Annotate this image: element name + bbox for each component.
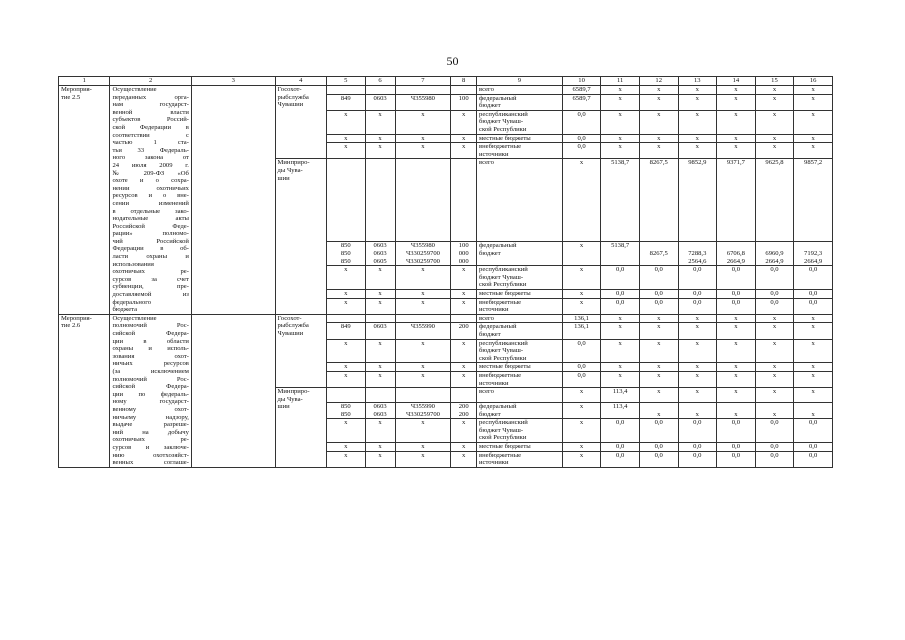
- code-section: х: [365, 363, 395, 372]
- funding-source: внебюджетные источники: [477, 371, 563, 387]
- value-cell: х: [717, 94, 756, 110]
- value-cell: х: [755, 86, 794, 95]
- value-cell: х: [601, 94, 640, 110]
- code-grbs: 850 850 850: [326, 242, 365, 266]
- value-cell: 0,0: [717, 419, 756, 443]
- value-cell: 7192,3 2664,9: [794, 242, 833, 266]
- header-cell: 14: [717, 77, 756, 86]
- header-cell: 12: [639, 77, 678, 86]
- code-section: 0603 0603 0605: [365, 242, 395, 266]
- value-cell: 0,0: [755, 290, 794, 299]
- header-cell: 16: [794, 77, 833, 86]
- code-target: Ч355980: [395, 94, 451, 110]
- code-type: х: [451, 339, 477, 363]
- value-cell: 0,0: [717, 451, 756, 467]
- event-name: Мероприя- тие 2.6: [59, 314, 110, 467]
- executor-cell: Минприро- ды Чува- шии: [275, 159, 326, 314]
- value-cell: х: [794, 143, 833, 159]
- code-type: х: [451, 419, 477, 443]
- code-target: х: [395, 451, 451, 467]
- value-cell: 0,0: [794, 419, 833, 443]
- value-cell: 0,0: [601, 451, 640, 467]
- value-cell: 0,0: [717, 266, 756, 290]
- header-cell: 13: [678, 77, 717, 86]
- funding-source: федеральный бюджет: [477, 323, 563, 339]
- value-cell: х: [794, 314, 833, 323]
- code-target: х: [395, 110, 451, 134]
- funding-source: республиканский бюджет Чуваш- ской Республики: [477, 339, 563, 363]
- value-cell: х: [794, 402, 833, 418]
- value-cell: х: [639, 402, 678, 418]
- funding-source: внебюджетные источники: [477, 451, 563, 467]
- header-cell: 4: [275, 77, 326, 86]
- funding-source: всего: [477, 314, 563, 323]
- value-cell: 0,0: [639, 290, 678, 299]
- value-cell: 0,0: [794, 266, 833, 290]
- code-type: х: [451, 110, 477, 134]
- code-type: х: [451, 290, 477, 299]
- funding-source: местные бюджеты: [477, 134, 563, 143]
- value-cell: 7288,3 2564,6: [678, 242, 717, 266]
- executor-cell: Госохот- рыбслужба Чувашии: [275, 86, 326, 159]
- value-cell: х: [562, 442, 601, 451]
- code-target: х: [395, 363, 451, 372]
- value-cell: 9371,7: [717, 159, 756, 242]
- funding-source: всего: [477, 86, 563, 95]
- code-type: [451, 86, 477, 95]
- value-cell: х: [639, 371, 678, 387]
- value-cell: х: [601, 314, 640, 323]
- code-grbs: х: [326, 419, 365, 443]
- value-cell: 8267,5: [639, 159, 678, 242]
- code-target: [395, 314, 451, 323]
- value-cell: х: [562, 242, 601, 266]
- value-cell: х: [562, 388, 601, 403]
- value-cell: х: [755, 388, 794, 403]
- funding-source: федеральный бюджет: [477, 242, 563, 266]
- code-grbs: [326, 314, 365, 323]
- value-cell: х: [678, 339, 717, 363]
- value-cell: х: [639, 339, 678, 363]
- code-type: х: [451, 363, 477, 372]
- funding-source: республиканский бюджет Чуваш- ской Республики: [477, 266, 563, 290]
- value-cell: 0,0: [755, 451, 794, 467]
- value-cell: 9852,9: [678, 159, 717, 242]
- code-type: х: [451, 143, 477, 159]
- value-cell: х: [601, 110, 640, 134]
- value-cell: х: [717, 143, 756, 159]
- code-section: 0603 0603: [365, 402, 395, 418]
- value-cell: 0,0: [562, 363, 601, 372]
- code-type: 200: [451, 323, 477, 339]
- code-grbs: х: [326, 451, 365, 467]
- value-cell: х: [794, 134, 833, 143]
- funding-source: федеральный бюджет: [477, 94, 563, 110]
- code-grbs: х: [326, 442, 365, 451]
- funding-source: всего: [477, 159, 563, 242]
- funding-source: всего: [477, 388, 563, 403]
- code-type: [451, 388, 477, 403]
- code-target: х: [395, 371, 451, 387]
- code-target: [395, 388, 451, 403]
- value-cell: х: [717, 134, 756, 143]
- code-grbs: х: [326, 339, 365, 363]
- value-cell: 0,0: [678, 451, 717, 467]
- value-cell: 0,0: [639, 266, 678, 290]
- value-cell: 0,0: [562, 339, 601, 363]
- header-cell: 7: [395, 77, 451, 86]
- header-cell: 8: [451, 77, 477, 86]
- value-cell: х: [717, 86, 756, 95]
- value-cell: х: [678, 402, 717, 418]
- code-grbs: 849: [326, 323, 365, 339]
- value-cell: х: [678, 388, 717, 403]
- value-cell: х: [639, 110, 678, 134]
- value-cell: 0,0: [562, 134, 601, 143]
- code-grbs: [326, 159, 365, 242]
- value-cell: х: [678, 363, 717, 372]
- value-cell: 0,0: [601, 266, 640, 290]
- code-target: [395, 86, 451, 95]
- value-cell: х: [562, 451, 601, 467]
- code-section: [365, 159, 395, 242]
- code-target: Ч355980 Ч330259700 Ч330259700: [395, 242, 451, 266]
- value-cell: х: [601, 371, 640, 387]
- value-cell: 0,0: [639, 298, 678, 314]
- code-type: х: [451, 134, 477, 143]
- code-type: [451, 314, 477, 323]
- code-section: 0603: [365, 323, 395, 339]
- value-cell: 0,0: [562, 371, 601, 387]
- table-body: [59, 86, 833, 468]
- value-cell: х: [639, 143, 678, 159]
- value-cell: х: [755, 402, 794, 418]
- page-number: 50: [446, 54, 459, 68]
- header-cell: 11: [601, 77, 640, 86]
- value-cell: 0,0: [717, 442, 756, 451]
- value-cell: 6706,8 2664,9: [717, 242, 756, 266]
- value-cell: х: [755, 371, 794, 387]
- value-cell: х: [601, 363, 640, 372]
- value-cell: х: [755, 363, 794, 372]
- value-cell: х: [601, 143, 640, 159]
- value-cell: 0,0: [717, 290, 756, 299]
- executor-cell: Госохот- рыбслужба Чувашии: [275, 314, 326, 387]
- code-section: х: [365, 110, 395, 134]
- value-cell: х: [678, 323, 717, 339]
- header-cell: 1: [59, 77, 110, 86]
- code-section: х: [365, 290, 395, 299]
- value-cell: х: [755, 339, 794, 363]
- value-cell: х: [562, 298, 601, 314]
- code-grbs: х: [326, 371, 365, 387]
- value-cell: 9857,2: [794, 159, 833, 242]
- value-cell: 136,1: [562, 323, 601, 339]
- code-grbs: х: [326, 298, 365, 314]
- value-cell: 0,0: [639, 451, 678, 467]
- value-cell: 5138,7: [601, 159, 640, 242]
- code-type: х: [451, 451, 477, 467]
- value-cell: х: [717, 363, 756, 372]
- value-cell: х: [794, 339, 833, 363]
- value-cell: х: [678, 134, 717, 143]
- value-cell: х: [794, 86, 833, 95]
- value-cell: х: [678, 143, 717, 159]
- value-cell: 0,0: [678, 290, 717, 299]
- budget-table: [58, 76, 833, 468]
- value-cell: х: [717, 110, 756, 134]
- value-cell: 6589,7: [562, 94, 601, 110]
- value-cell: х: [794, 94, 833, 110]
- code-grbs: х: [326, 266, 365, 290]
- code-section: х: [365, 339, 395, 363]
- code-target: Ч355990: [395, 323, 451, 339]
- code-grbs: 850 850: [326, 402, 365, 418]
- value-cell: 0,0: [755, 442, 794, 451]
- code-grbs: х: [326, 110, 365, 134]
- value-cell: 0,0: [755, 266, 794, 290]
- value-cell: х: [755, 143, 794, 159]
- code-target: х: [395, 298, 451, 314]
- code-target: х: [395, 134, 451, 143]
- value-cell: 8267,5: [639, 242, 678, 266]
- value-cell: х: [601, 86, 640, 95]
- value-cell: х: [755, 94, 794, 110]
- value-cell: 6960,9 2664,9: [755, 242, 794, 266]
- value-cell: 0,0: [639, 442, 678, 451]
- value-cell: х: [755, 134, 794, 143]
- value-cell: х: [717, 314, 756, 323]
- value-cell: х: [794, 363, 833, 372]
- table-row: [59, 86, 833, 95]
- value-cell: 0,0: [794, 290, 833, 299]
- code-grbs: 849: [326, 94, 365, 110]
- funding-source: внебюджетные источники: [477, 298, 563, 314]
- code-section: х: [365, 266, 395, 290]
- value-cell: х: [562, 290, 601, 299]
- value-cell: х: [562, 419, 601, 443]
- value-cell: х: [639, 314, 678, 323]
- header-cell: 3: [191, 77, 275, 86]
- code-grbs: х: [326, 143, 365, 159]
- value-cell: 0,0: [639, 419, 678, 443]
- value-cell: 0,0: [678, 266, 717, 290]
- value-cell: х: [639, 323, 678, 339]
- code-target: [395, 159, 451, 242]
- code-section: [365, 388, 395, 403]
- value-cell: х: [562, 266, 601, 290]
- value-cell: 0,0: [601, 298, 640, 314]
- code-section: х: [365, 419, 395, 443]
- code-section: [365, 314, 395, 323]
- value-cell: х: [717, 339, 756, 363]
- value-cell: 0,0: [562, 110, 601, 134]
- value-cell: х: [717, 323, 756, 339]
- event-description: Осуществление переданных орга- нам государст- венной власти субъектов Россий- ской Федерации в соответствии с частью 1 ста- тьи 33 Федераль- ного закона от 24 июля 2009 г. № 209-ФЗ «Об охоте и о сохра- нении охотничьих ресурсов и о вне- сении изменений в отдельные зако- нодательные акты Российской Феде- рации» полномо- чий Российской Федерации в об- ласти охраны и использования охотничьих ре- сурсов за счет субвенции, пре- доставляемой из федерального бюджета: [110, 86, 191, 315]
- value-cell: х: [678, 86, 717, 95]
- code-grbs: х: [326, 363, 365, 372]
- value-cell: х: [678, 110, 717, 134]
- funding-source: местные бюджеты: [477, 290, 563, 299]
- value-cell: 0,0: [562, 143, 601, 159]
- code-type: 200 200: [451, 402, 477, 418]
- value-cell: х: [755, 314, 794, 323]
- table-header: [59, 77, 833, 86]
- value-cell: 113,4: [601, 402, 640, 418]
- header-cell: 10: [562, 77, 601, 86]
- value-cell: х: [794, 110, 833, 134]
- header-cell: 15: [755, 77, 794, 86]
- value-cell: х: [794, 323, 833, 339]
- header-row: [59, 77, 833, 86]
- funding-source: республиканский бюджет Чуваш- ской Республики: [477, 419, 563, 443]
- header-cell: 6: [365, 77, 395, 86]
- code-grbs: [326, 388, 365, 403]
- code-section: х: [365, 298, 395, 314]
- value-cell: х: [794, 388, 833, 403]
- header-cell: 2: [110, 77, 191, 86]
- code-target: х: [395, 339, 451, 363]
- code-type: х: [451, 266, 477, 290]
- code-section: х: [365, 451, 395, 467]
- value-cell: 0,0: [678, 442, 717, 451]
- value-cell: 136,1: [562, 314, 601, 323]
- funding-source: республиканский бюджет Чуваш- ской Республики: [477, 110, 563, 134]
- code-target: х: [395, 143, 451, 159]
- code-type: 100 000 000: [451, 242, 477, 266]
- value-cell: х: [755, 323, 794, 339]
- value-cell: 0,0: [755, 419, 794, 443]
- value-cell: 0,0: [794, 442, 833, 451]
- value-cell: 6589,7: [562, 86, 601, 95]
- value-cell: х: [601, 134, 640, 143]
- value-cell: х: [794, 371, 833, 387]
- value-cell: 0,0: [755, 298, 794, 314]
- code-type: [451, 159, 477, 242]
- code-type: х: [451, 298, 477, 314]
- code-grbs: х: [326, 290, 365, 299]
- code-target: х: [395, 442, 451, 451]
- value-cell: х: [601, 323, 640, 339]
- value-cell: х: [717, 371, 756, 387]
- value-cell: 0,0: [678, 298, 717, 314]
- funding-source: местные бюджеты: [477, 363, 563, 372]
- code-section: х: [365, 134, 395, 143]
- funding-source: федеральный бюджет: [477, 402, 563, 418]
- value-cell: 0,0: [678, 419, 717, 443]
- event-name: Мероприя- тие 2.5: [59, 86, 110, 315]
- value-cell: х: [639, 363, 678, 372]
- value-cell: х: [717, 402, 756, 418]
- code-type: 100: [451, 94, 477, 110]
- value-cell: 0,0: [601, 290, 640, 299]
- value-cell: 9625,8: [755, 159, 794, 242]
- funding-source: внебюджетные источники: [477, 143, 563, 159]
- value-cell: х: [562, 159, 601, 242]
- value-cell: х: [678, 371, 717, 387]
- value-cell: х: [639, 388, 678, 403]
- value-cell: х: [562, 402, 601, 418]
- value-cell: 0,0: [717, 298, 756, 314]
- code-section: 0603: [365, 94, 395, 110]
- code-grbs: х: [326, 134, 365, 143]
- code-target: х: [395, 290, 451, 299]
- value-cell: 0,0: [601, 419, 640, 443]
- code-section: х: [365, 143, 395, 159]
- event-description: Осуществление полномочий Рос- сийской Федера- ции в области охраны и исполь- зования охот- ничьих ресурсов (за исключением полномочий Рос- сийской Федера- ции по федераль- ному государст- венному охот- ничьему надзору, выдаче разреше- ний на добычу охотничьих ре- сурсов и заключе- нию охотхозяйст- венных соглаше-: [110, 314, 191, 467]
- value-cell: х: [755, 110, 794, 134]
- header-cell: 9: [477, 77, 563, 86]
- value-cell: 113,4: [601, 388, 640, 403]
- value-cell: 5138,7: [601, 242, 640, 266]
- code-target: х: [395, 266, 451, 290]
- funding-source: местные бюджеты: [477, 442, 563, 451]
- value-cell: х: [678, 314, 717, 323]
- value-cell: х: [639, 134, 678, 143]
- code-target: х: [395, 419, 451, 443]
- code-target: Ч355990 Ч330259700: [395, 402, 451, 418]
- value-cell: 0,0: [601, 442, 640, 451]
- value-cell: 0,0: [794, 298, 833, 314]
- value-cell: х: [601, 339, 640, 363]
- table-row: [59, 314, 833, 323]
- code-type: х: [451, 371, 477, 387]
- code-grbs: [326, 86, 365, 95]
- executor-cell: Минприро- ды Чува- шии: [275, 388, 326, 468]
- result-cell: [191, 314, 275, 467]
- code-section: х: [365, 442, 395, 451]
- value-cell: 0,0: [794, 451, 833, 467]
- code-type: х: [451, 442, 477, 451]
- value-cell: х: [639, 94, 678, 110]
- header-cell: 5: [326, 77, 365, 86]
- code-section: [365, 86, 395, 95]
- result-cell: [191, 86, 275, 315]
- code-section: х: [365, 371, 395, 387]
- value-cell: х: [717, 388, 756, 403]
- value-cell: х: [639, 86, 678, 95]
- value-cell: х: [678, 94, 717, 110]
